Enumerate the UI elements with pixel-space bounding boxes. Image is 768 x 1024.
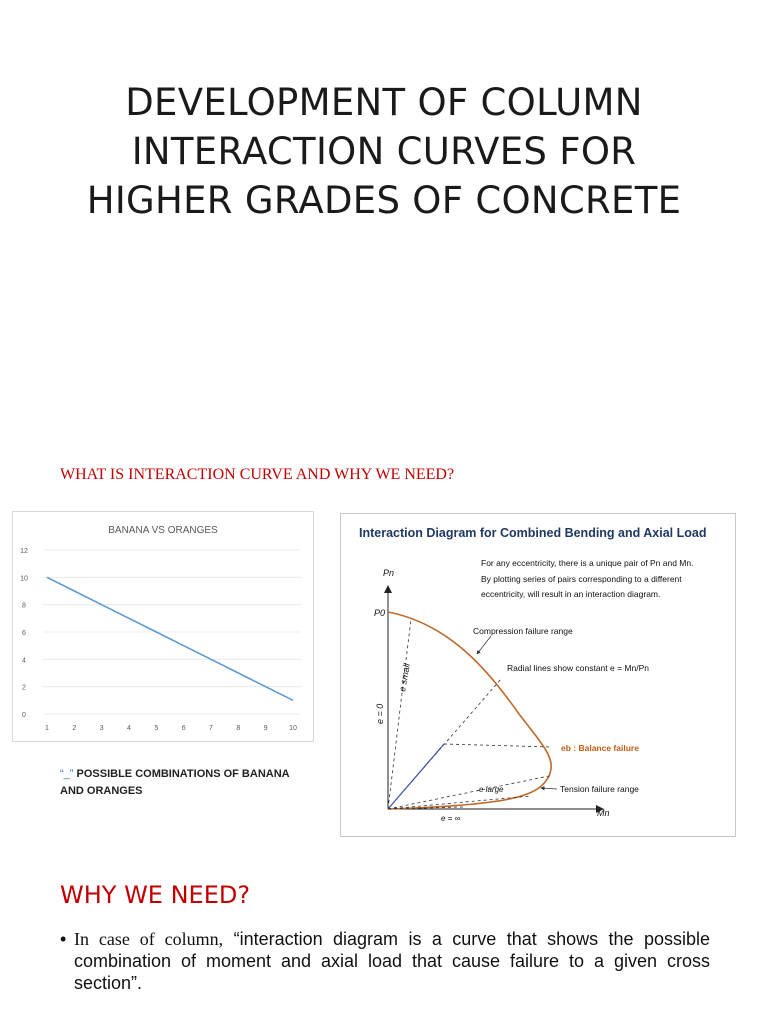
- y-tick-label: 8: [22, 602, 26, 610]
- axis-label-mn: Mn: [597, 808, 610, 818]
- diagram-title: Interaction Diagram for Combined Bending and Axial Load: [359, 526, 707, 540]
- y-tick-label: 6: [22, 630, 26, 637]
- label-tension: Tension failure range: [560, 784, 639, 794]
- label-p0: P0: [374, 608, 386, 618]
- diagram-note-1: For any eccentricity, there is a unique pair of Pn and Mn.: [481, 558, 694, 568]
- x-tick-label: 3: [99, 725, 104, 732]
- y-tick-label: 0: [22, 712, 26, 719]
- x-tick-label: 2: [72, 725, 77, 732]
- caption-text: POSSIBLE COMBINATIONS OF BANANA AND ORANGES: [60, 768, 290, 797]
- radial-line-1: [388, 619, 411, 809]
- chart-caption: [60, 766, 300, 800]
- y-tick-label: 10: [20, 575, 28, 583]
- y-tick-label: 12: [20, 548, 28, 555]
- section-subheading: WHAT IS INTERACTION CURVE AND WHY WE NEED?: [60, 466, 455, 483]
- series-line: [47, 577, 293, 700]
- radial-line-5: [388, 796, 531, 809]
- bullet-marker: •: [60, 929, 67, 949]
- interaction-diagram-svg: [341, 514, 735, 836]
- radial-line-3: [444, 744, 551, 747]
- line-chart: [13, 512, 313, 741]
- bullet-prefix: In case of column,: [74, 929, 224, 949]
- label-e-zero: e = 0: [375, 703, 385, 724]
- x-tick-label: 8: [236, 725, 241, 732]
- bullet-text: “interaction diagram is a curve that shows the possible combination of moment and axial load that cause failure to a given cross section”.: [74, 929, 711, 993]
- x-tick-label: 9: [263, 725, 268, 732]
- label-e-large: e large: [479, 785, 504, 794]
- definition-bullet: [60, 928, 710, 994]
- compression-pointer: [477, 636, 491, 654]
- label-e-infinity: e = ∞: [441, 814, 461, 823]
- y-tick-label: 2: [22, 684, 26, 692]
- x-tick-label: 6: [181, 725, 186, 732]
- x-tick-label: 5: [154, 725, 159, 732]
- x-tick-label: 1: [45, 725, 49, 732]
- interaction-diagram: [340, 513, 736, 837]
- label-radial: Radial lines show constant e = Mn/Pn: [507, 663, 649, 673]
- page-title: DEVELOPMENT OF COLUMN INTERACTION CURVES FOR HIGHER GRADES OF CONCRETE: [86, 81, 682, 222]
- x-tick-label: 4: [127, 725, 131, 732]
- chart-title: BANANA VS ORANGES: [108, 525, 218, 536]
- x-tick-label: 10: [289, 725, 297, 732]
- label-e-small: e small: [397, 662, 412, 693]
- caption-quote: “_”: [60, 768, 74, 780]
- label-balance: eb : Balance failure: [561, 743, 639, 753]
- diagram-note-3: eccentricity, will result in an interaction diagram.: [481, 589, 661, 599]
- y-tick-label: 4: [22, 657, 26, 665]
- x-tick-label: 7: [209, 725, 213, 732]
- line-chart-panel: [12, 511, 314, 742]
- why-heading: WHY WE NEED?: [60, 881, 251, 909]
- tension-pointer: [541, 788, 557, 789]
- axis-label-pn: Pn: [383, 568, 395, 578]
- interaction-curve: [388, 612, 551, 809]
- label-compression: Compression failure range: [473, 626, 573, 636]
- diagram-note-2: By plotting series of pairs corresponding to a different: [481, 574, 682, 584]
